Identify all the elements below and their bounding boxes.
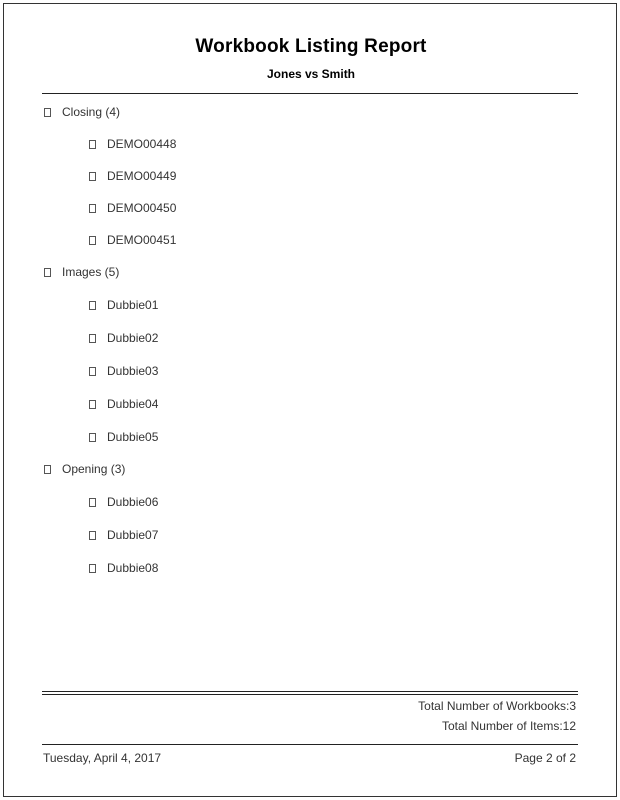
checkbox-icon[interactable] — [89, 140, 96, 149]
report-title: Workbook Listing Report — [195, 36, 427, 57]
workbook-item[interactable] — [89, 560, 158, 576]
checkbox-icon[interactable] — [89, 498, 96, 507]
checkbox-icon[interactable] — [89, 564, 96, 573]
page-number: Page 2 of 2 — [514, 751, 576, 765]
workbook-item-label: DEMO00451 — [107, 233, 177, 247]
checkbox-icon[interactable] — [89, 334, 96, 343]
workbook-item-label: Dubbie01 — [107, 298, 159, 312]
workbook-item[interactable] — [89, 363, 158, 379]
workbook-item-label: DEMO00450 — [107, 201, 177, 215]
report-page — [3, 3, 617, 797]
workbook-item-label: Dubbie06 — [107, 495, 159, 509]
checkbox-icon[interactable] — [89, 204, 96, 213]
workbook-item-label: Dubbie08 — [107, 561, 159, 575]
header-divider — [42, 93, 578, 94]
workbook-group[interactable] — [44, 461, 125, 477]
checkbox-icon[interactable] — [89, 400, 96, 409]
workbook-item-label: Dubbie05 — [107, 430, 159, 444]
workbook-item[interactable] — [89, 232, 176, 248]
workbook-item-label: DEMO00449 — [107, 169, 177, 183]
workbook-group-label: Opening (3) — [62, 462, 126, 476]
summary-divider-top — [42, 691, 578, 692]
total-items: Total Number of Items:12 — [441, 719, 576, 733]
checkbox-icon[interactable] — [89, 367, 96, 376]
checkbox-icon[interactable] — [89, 531, 96, 540]
total-workbooks: Total Number of Workbooks:3 — [418, 699, 576, 713]
checkbox-icon[interactable] — [44, 108, 51, 117]
workbook-item[interactable] — [89, 330, 158, 346]
footer-date: Tuesday, April 4, 2017 — [43, 751, 162, 765]
workbook-item-label: Dubbie04 — [107, 397, 159, 411]
workbook-item[interactable] — [89, 297, 158, 313]
checkbox-icon[interactable] — [89, 172, 96, 181]
workbook-item[interactable] — [89, 200, 176, 216]
workbook-group-label: Closing (4) — [62, 105, 121, 119]
checkbox-icon[interactable] — [89, 433, 96, 442]
workbook-item[interactable] — [89, 168, 176, 184]
workbook-item[interactable] — [89, 136, 176, 152]
workbook-item[interactable] — [89, 396, 158, 412]
workbook-item-label: Dubbie07 — [107, 528, 159, 542]
workbook-group[interactable] — [44, 104, 120, 120]
workbook-group-label: Images (5) — [62, 265, 120, 279]
checkbox-icon[interactable] — [44, 465, 51, 474]
workbook-item-label: Dubbie03 — [107, 364, 159, 378]
workbook-item-label: DEMO00448 — [107, 137, 177, 151]
workbook-item[interactable] — [89, 494, 158, 510]
summary-divider-bottom — [42, 694, 578, 695]
checkbox-icon[interactable] — [89, 301, 96, 310]
workbook-item[interactable] — [89, 429, 158, 445]
report-subtitle: Jones vs Smith — [266, 67, 356, 81]
footer-divider — [42, 744, 578, 745]
checkbox-icon[interactable] — [89, 236, 96, 245]
workbook-item-label: Dubbie02 — [107, 331, 159, 345]
workbook-item[interactable] — [89, 527, 158, 543]
checkbox-icon[interactable] — [44, 268, 51, 277]
workbook-group[interactable] — [44, 264, 119, 280]
